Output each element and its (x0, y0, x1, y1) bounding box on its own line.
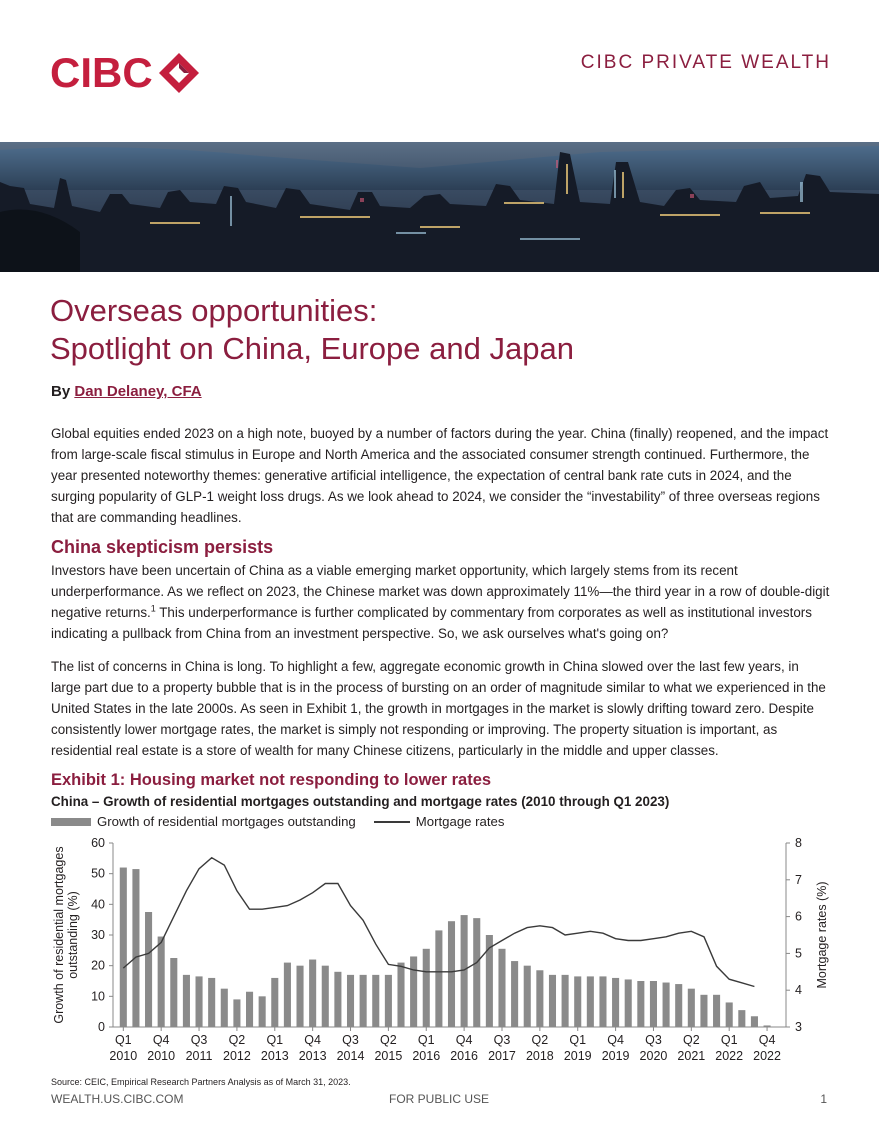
bar (208, 978, 215, 1027)
bar (322, 966, 329, 1027)
hero-skyline-image (0, 142, 879, 272)
right-tick-label: 8 (795, 836, 802, 850)
x-tick-year: 2012 (223, 1049, 251, 1063)
x-tick-year: 2010 (147, 1049, 176, 1063)
bar (360, 975, 367, 1027)
bar (347, 975, 354, 1027)
left-tick-label: 30 (91, 928, 105, 942)
logo-wordmark: CIBC (50, 49, 153, 96)
bar (713, 995, 720, 1027)
x-tick-year: 2019 (601, 1049, 630, 1063)
bar (145, 912, 152, 1027)
brand-private-wealth: CIBC PRIVATE WEALTH (580, 52, 831, 73)
page-number: 1 (820, 1092, 827, 1106)
bar (625, 979, 632, 1027)
x-tick-year: 2022 (753, 1049, 781, 1063)
x-tick-year: 2016 (450, 1049, 479, 1063)
byline (51, 383, 202, 400)
bar (511, 961, 518, 1027)
exhibit-subtitle: China – Growth of residential mortgages outstanding and mortgage rates (2010 through Q1 2023) (51, 794, 670, 809)
x-tick-quarter: Q2 (682, 1033, 700, 1047)
cibc-logo (50, 50, 203, 96)
bar (726, 1002, 733, 1027)
right-tick-label: 5 (795, 946, 802, 961)
bar (120, 868, 127, 1027)
bar (650, 981, 657, 1027)
footnote-marker: 1 (150, 603, 156, 614)
bar (170, 958, 177, 1027)
bar (751, 1016, 758, 1027)
x-tick-year: 2013 (298, 1049, 327, 1063)
x-tick-quarter: Q1 (114, 1033, 132, 1047)
chart-legend (51, 814, 504, 829)
chart-source: Source: CEIC, Empirical Research Partners Analysis as of March 31, 2023. (51, 1077, 351, 1087)
x-tick-quarter: Q2 (531, 1033, 549, 1047)
bar (637, 981, 644, 1027)
right-tick-label: 7 (795, 872, 802, 887)
bar (334, 972, 341, 1027)
bar (423, 949, 430, 1027)
x-tick-quarter: Q4 (758, 1033, 776, 1047)
x-tick-quarter: Q4 (152, 1033, 170, 1047)
footer-classification: FOR PUBLIC USE (389, 1092, 490, 1106)
bar (498, 949, 505, 1027)
bar (309, 960, 316, 1027)
title-line-2: Spotlight on China, Europe and Japan (50, 331, 574, 366)
x-tick-quarter: Q1 (720, 1033, 738, 1047)
x-tick-quarter: Q1 (569, 1033, 587, 1047)
left-tick-label: 60 (91, 836, 105, 850)
left-tick-label: 20 (91, 958, 105, 973)
x-tick-quarter: Q3 (342, 1033, 359, 1047)
left-tick-label: 40 (91, 897, 105, 912)
x-tick-quarter: Q3 (645, 1033, 662, 1047)
bar (372, 975, 379, 1027)
bar (132, 869, 139, 1027)
bar (183, 975, 190, 1027)
x-tick-year: 2019 (563, 1049, 592, 1063)
bar (524, 966, 531, 1027)
left-tick-label: 10 (91, 989, 105, 1004)
exhibit-chart (48, 830, 838, 1075)
legend-bar-label: Growth of residential mortgages outstanding (97, 814, 356, 829)
x-tick-quarter: Q3 (493, 1033, 511, 1047)
bar (435, 930, 442, 1027)
x-tick-year: 2017 (488, 1049, 516, 1063)
bar (284, 963, 291, 1027)
by-label: By (51, 383, 71, 400)
x-tick-year: 2020 (639, 1049, 668, 1063)
right-tick-label: 3 (795, 1020, 802, 1034)
bar-series (120, 868, 771, 1027)
bar (738, 1010, 745, 1027)
bar (271, 978, 278, 1027)
x-tick-year: 2010 (109, 1049, 138, 1063)
author-link[interactable]: Dan Delaney, CFA (74, 383, 202, 400)
bar (549, 975, 556, 1027)
x-tick-year: 2021 (677, 1049, 706, 1063)
x-tick-quarter: Q2 (228, 1033, 246, 1047)
bar (612, 978, 619, 1027)
x-tick-year: 2022 (715, 1049, 744, 1063)
left-tick-label: 50 (91, 866, 105, 881)
intro-paragraph: Global equities ended 2023 on a high note, buoyed by a number of factors during the year. China (finally) reopened, and the impact from large-scale fiscal stimulus in Europe and North America and the associated consumer strength continued. Furthermore, the year presented noteworthy themes: generative artificial intelligence, the expectation of central bank rate cuts in 2024, and the surging popularity of GLP-1 weight loss drugs. As we look ahead to 2024, we consider the “investability” of three overseas regions that are commanding headlines. (51, 426, 829, 525)
x-tick-quarter: Q1 (417, 1033, 435, 1047)
section-heading: China skepticism persists (51, 537, 274, 557)
left-tick-label: 0 (98, 1020, 105, 1034)
bar (536, 970, 543, 1027)
bar (221, 989, 228, 1027)
left-axis-title (52, 846, 80, 1023)
x-tick-year: 2011 (185, 1049, 213, 1063)
bar (599, 976, 606, 1027)
paragraph-1-text-a: Investors have been uncertain of China as a viable emerging market opportunity, which largely stems from its recent underperformance. As we reflect on 2023, the Chinese market was down approximately 11%—the third year in a row of double-digit negative returns. (51, 563, 830, 620)
x-tick-quarter: Q3 (190, 1033, 208, 1047)
legend-bar-swatch (51, 818, 91, 826)
logo-diamond-icon (155, 50, 203, 96)
left-axis-title-line2: outstanding (%) (66, 891, 80, 979)
bar (385, 975, 392, 1027)
article-title (50, 292, 574, 368)
right-tick-label: 4 (795, 983, 802, 998)
right-axis-title (815, 882, 829, 989)
x-tick-quarter: Q4 (607, 1033, 624, 1047)
x-tick-year: 2013 (260, 1049, 289, 1063)
bar (663, 983, 670, 1027)
bar (196, 976, 203, 1027)
x-tick-quarter: Q2 (380, 1033, 397, 1047)
bar (587, 976, 594, 1027)
x-tick-year: 2016 (412, 1049, 441, 1063)
bar (158, 937, 165, 1027)
bar (410, 956, 417, 1027)
footer-website: WEALTH.US.CIBC.COM (51, 1092, 184, 1106)
bar (296, 966, 303, 1027)
bar (700, 995, 707, 1027)
bar (397, 963, 404, 1027)
x-tick-year: 2014 (336, 1049, 365, 1063)
paragraph-1 (51, 560, 831, 644)
right-axis-title-text: Mortgage rates (%) (815, 881, 829, 989)
bar (473, 918, 480, 1027)
bar (688, 989, 695, 1027)
exhibit-title: Exhibit 1: Housing market not responding to lower rates (51, 771, 492, 789)
x-tick-quarter: Q4 (304, 1033, 321, 1047)
bar (764, 1025, 771, 1027)
bar (675, 984, 682, 1027)
bar (233, 999, 240, 1027)
x-tick-quarter: Q4 (455, 1033, 473, 1047)
bar (562, 975, 569, 1027)
legend-line-label: Mortgage rates (415, 814, 505, 829)
x-tick-quarter: Q1 (266, 1033, 284, 1047)
right-tick-label: 6 (795, 909, 802, 924)
x-tick-year: 2015 (374, 1049, 403, 1063)
left-axis-title-text (52, 846, 80, 1023)
title-line-1: Overseas opportunities: (50, 293, 378, 328)
paragraph-2: The list of concerns in China is long. To highlight a few, aggregate economic growth in China slowed over the last few years, in large part due to a property bubble that is in the process of bursting on an order of magnitude similar to what we experienced in the United States in the late 2000s. As seen in Exhibit 1, the growth in mortgages in the market is slowly drifting toward zero. Despite consistently lower mortgage rates, the market is simply not responding or improving. The property situation is important, as residential real estate is a store of wealth for many Chinese citizens, particularly in the middle and upper classes. (51, 659, 826, 758)
bar (574, 976, 581, 1027)
bar (448, 921, 455, 1027)
bar (246, 992, 253, 1027)
left-axis-title-line1: Growth of residential mortgages (52, 846, 66, 1024)
x-tick-year: 2018 (525, 1049, 554, 1063)
bar (259, 996, 266, 1027)
paragraph-1-text-b: This underperformance is further complicated by commentary from corporates as well as institutional investors indicating a pullback from China from an investment perspective. So, we ask ourselves what's going on? (51, 605, 812, 641)
legend-line-swatch (374, 821, 410, 823)
